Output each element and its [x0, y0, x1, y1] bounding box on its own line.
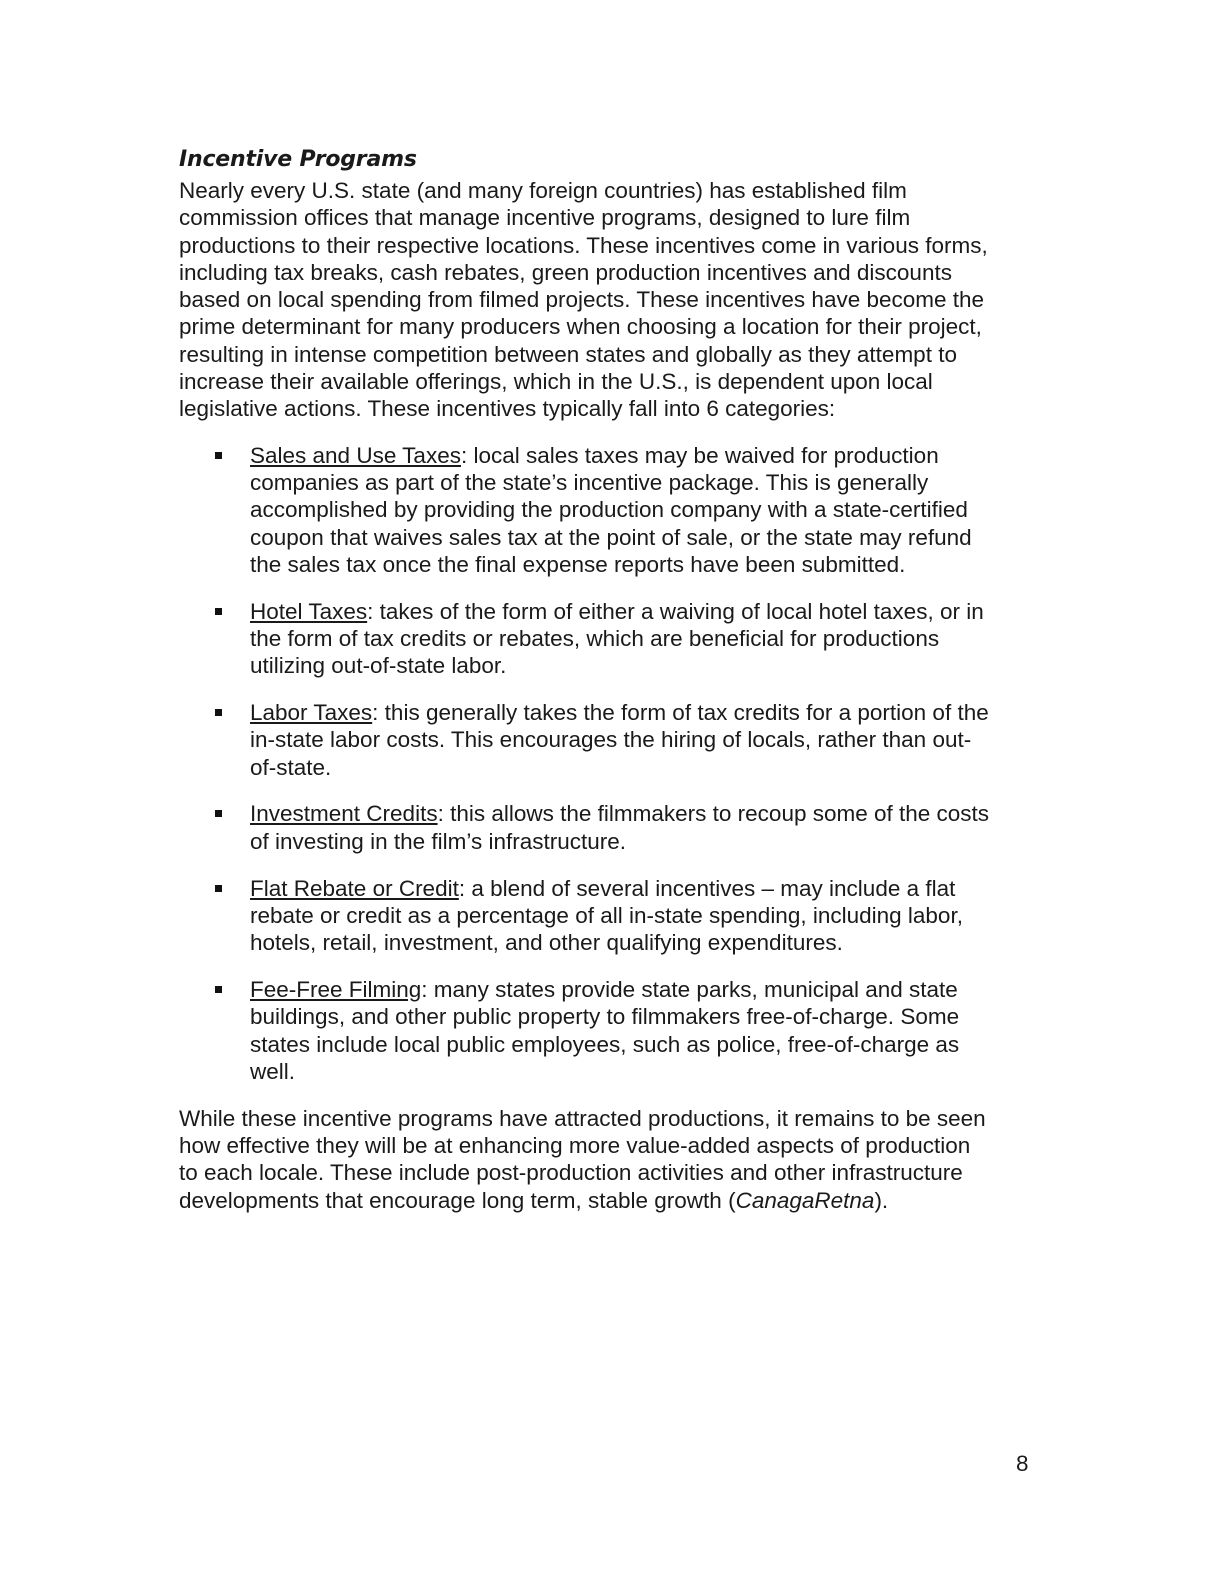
- closing-line: how effective they will be at enhancing more value-added aspects of production: [179, 1132, 971, 1158]
- category-hotel-taxes: [179, 598, 1039, 680]
- square-bullet-icon: [215, 608, 222, 615]
- category-text: : takes of the form of either a waiving of local hotel taxes, or in: [367, 598, 984, 624]
- category-term: Hotel Taxes: [250, 598, 368, 624]
- incentive-category-list: [179, 442, 1039, 1085]
- intro-line: productions to their respective locations. These incentives come in various forms,: [179, 232, 988, 258]
- category-line: the form of tax credits or rebates, which are beneficial for productions: [250, 625, 940, 651]
- category-fee-free-filming: [179, 976, 1039, 1085]
- intro-line: including tax breaks, cash rebates, green production incentives and discounts: [179, 259, 952, 285]
- category-line: of-state.: [250, 754, 332, 780]
- category-term: Fee-Free Filming: [250, 976, 422, 1002]
- category-term: Labor Taxes: [250, 700, 373, 726]
- intro-line: resulting in intense competition between states and globally as they attempt to: [179, 341, 957, 367]
- category-term: Flat Rebate or Credit: [250, 875, 459, 901]
- closing-paragraph: [179, 1105, 1039, 1214]
- category-line: utilizing out-of-state labor.: [250, 653, 507, 679]
- category-line: buildings, and other public property to filmmakers free-of-charge. Some: [250, 1004, 960, 1030]
- closing-line: While these incentive programs have attracted productions, it remains to be seen: [179, 1105, 986, 1131]
- square-bullet-icon: [215, 452, 222, 459]
- category-term: Sales and Use Taxes: [250, 442, 461, 468]
- category-line: companies as part of the state’s incentive package. This is generally: [250, 469, 929, 495]
- category-line: well.: [250, 1058, 296, 1084]
- category-sales-and-use-taxes: [179, 442, 1039, 578]
- square-bullet-icon: [215, 885, 222, 892]
- category-text: : local sales taxes may be waived for production: [460, 442, 939, 468]
- category-line: accomplished by providing the production company with a state-certified: [250, 497, 968, 523]
- intro-line: commission offices that manage incentive programs, designed to lure film: [179, 205, 911, 231]
- page-number: 8: [1016, 1451, 1029, 1476]
- section-heading: Incentive Programs: [179, 147, 417, 172]
- category-line: states include local public employees, such as police, free-of-charge as: [250, 1031, 960, 1057]
- category-investment-credits: [179, 800, 1039, 855]
- intro-line: based on local spending from filmed projects. These incentives have become the: [179, 287, 985, 313]
- category-line: of investing in the film’s infrastructure.: [250, 828, 626, 854]
- document-page: [179, 143, 1039, 1214]
- category-text: : this allows the filmmakers to recoup some of the costs: [437, 801, 990, 827]
- category-line: the sales tax once the final expense reports have been submitted.: [250, 551, 906, 577]
- closing-line: to each locale. These include post-production activities and other infrastructure: [179, 1160, 963, 1186]
- category-text: : a blend of several incentives – may include a flat: [458, 875, 956, 901]
- category-line: in-state labor costs. This encourages the hiring of locals, rather than out-: [250, 727, 972, 753]
- category-line: hotels, retail, investment, and other qualifying expenditures.: [250, 930, 843, 956]
- category-term: Investment Credits: [250, 801, 438, 827]
- intro-paragraph: [179, 177, 1039, 423]
- closing-line-end: ).: [874, 1187, 889, 1213]
- intro-line: legislative actions. These incentives typically fall into 6 categories:: [179, 396, 836, 422]
- intro-line: Nearly every U.S. state (and many foreign countries) has established film: [179, 178, 907, 203]
- square-bullet-icon: [215, 810, 222, 817]
- square-bullet-icon: [215, 986, 222, 993]
- square-bullet-icon: [215, 709, 222, 716]
- intro-line: prime determinant for many producers when choosing a location for their project,: [179, 314, 982, 340]
- intro-line: increase their available offerings, which in the U.S., is dependent upon local: [179, 369, 933, 395]
- citation: CanagaRetna: [735, 1187, 875, 1213]
- category-labor-taxes: [179, 699, 1039, 781]
- category-flat-rebate-or-credit: [179, 875, 1039, 957]
- category-text: : this generally takes the form of tax credits for a portion of the: [372, 700, 989, 726]
- closing-line: developments that encourage long term, stable growth (: [179, 1187, 736, 1213]
- category-text: : many states provide state parks, municipal and state: [421, 976, 958, 1002]
- category-line: rebate or credit as a percentage of all in-state spending, including labor,: [250, 902, 963, 928]
- category-line: coupon that waives sales tax at the point of sale, or the state may refund: [250, 524, 972, 550]
